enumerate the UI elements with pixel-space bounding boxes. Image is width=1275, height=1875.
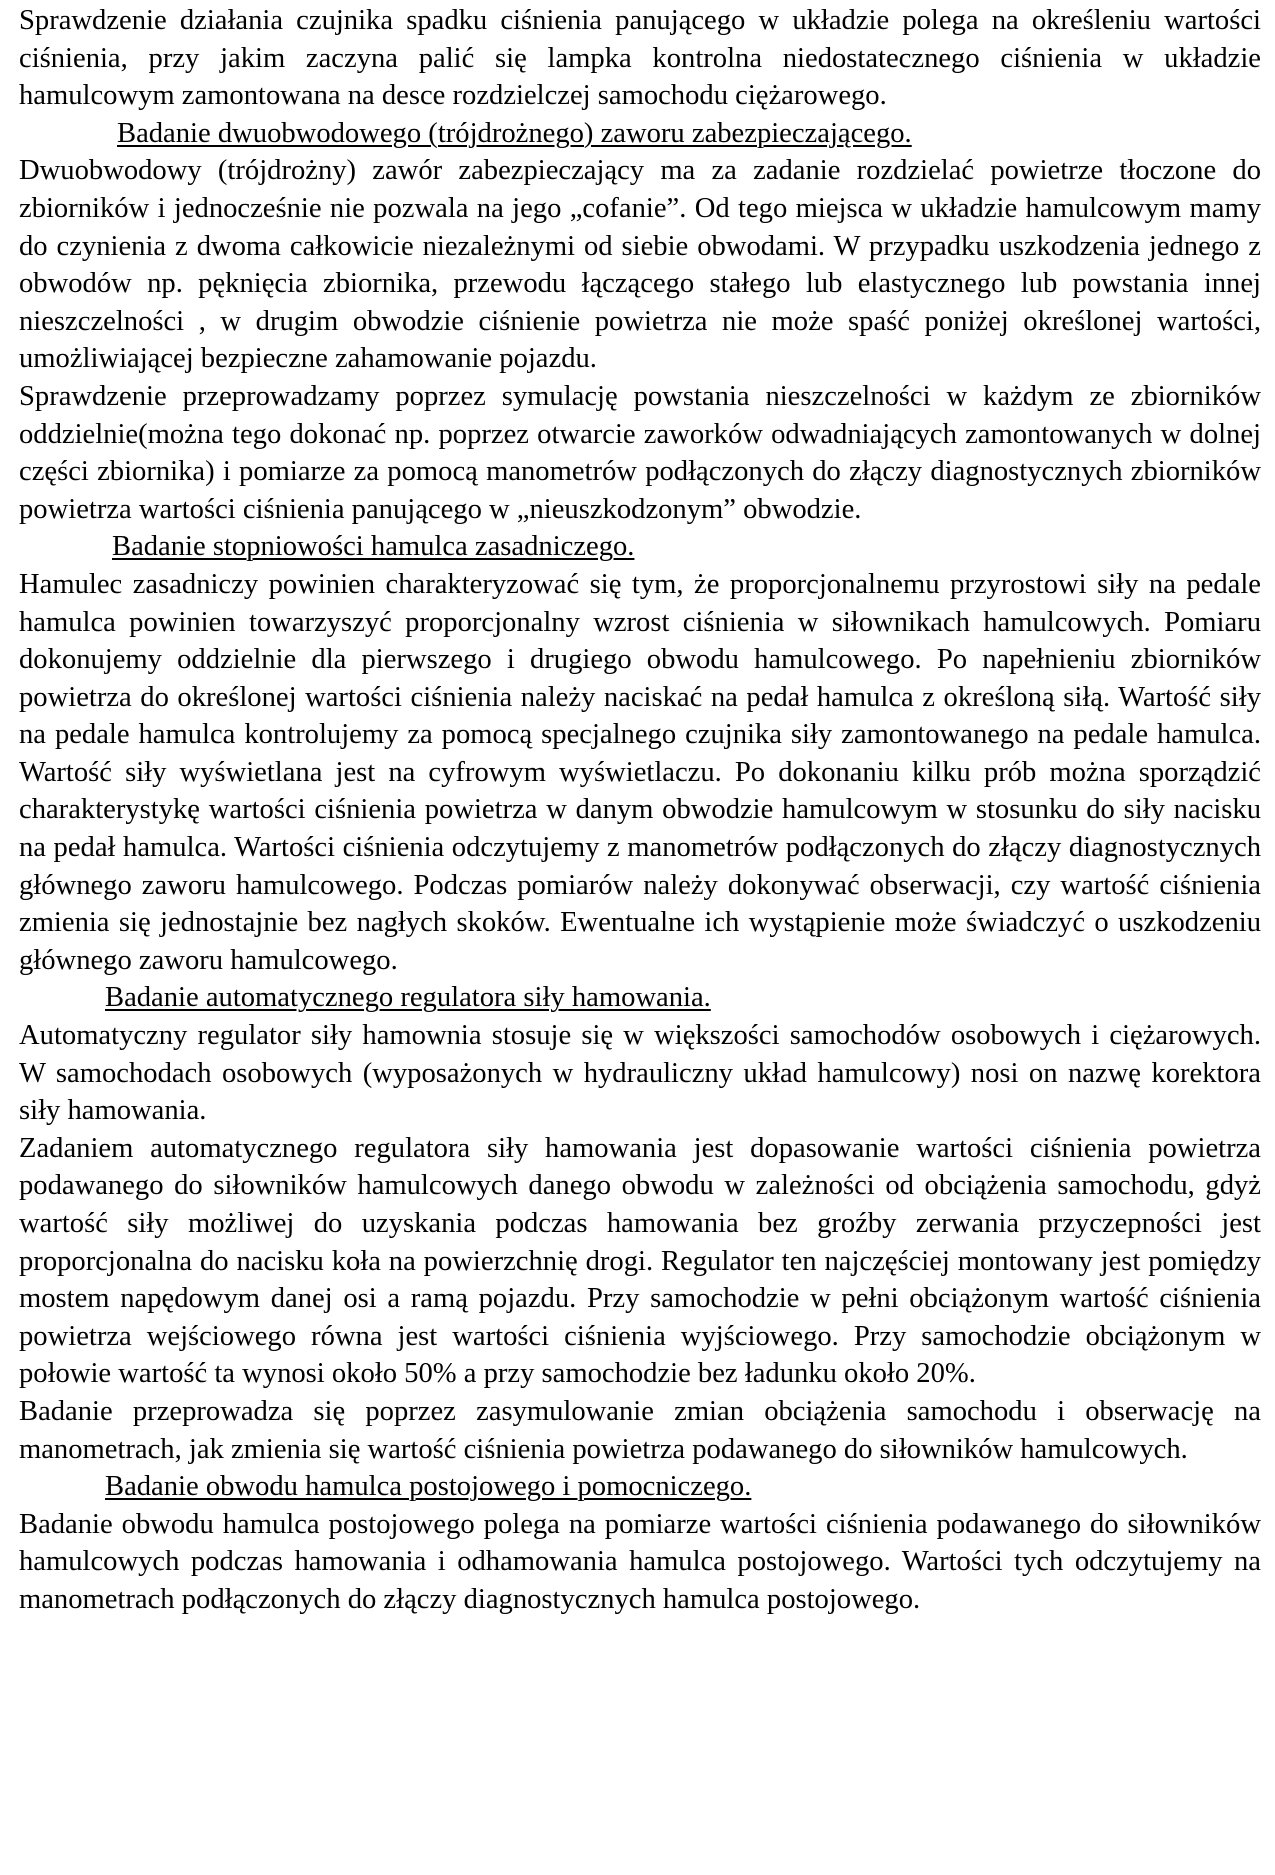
intro-paragraph: Sprawdzenie działania czujnika spadku ciśnienia panującego w układzie polega na określeniu wartości ciśnienia, przy jakim zaczyna palić się lampka kontrolna niedostatecznego ciśnienia w układzie hamulcowym zamontowana na desce rozdzielczej samochodu ciężarowego. [19,5,1261,112]
section-heading-gradation: Badanie stopniowości hamulca zasadniczego. [112,531,635,563]
paragraph-gradation: Hamulec zasadniczy powinien charakteryzować się tym, że proporcjonalnemu przyrostowi siły na pedale hamulca powinien towarzyszyć proporcjonalny wzrost ciśnienia w siłownikach hamulcowych. Pomiaru dokonujemy oddzielnie dla pierwszego i drugiego obwodu hamulcowego. Po napełnieniu zbiorników powietrza do określonej wartości ciśnienia należy naciskać na pedał hamulca z określoną siłą. Wartość siły na pedale hamulca kontrolujemy za pomocą specjalnego czujnika siły zamontowanego na pedale hamulca. Wartość siły wyświetlana jest na cyfrowym wyświetlaczu. Po dokonaniu kilku prób można sporządzić charakterystykę wartości ciśnienia powietrza w danym obwodzie hamulcowym w stosunku do siły nacisku na pedał hamulca. Wartości ciśnienia odczytujemy z manometrów podłączonych do złączy diagnostycznych głównego zaworu hamulcowego. Podczas pomiarów należy dokonywać obserwacji, czy wartość ciśnienia zmienia się jednostajnie bez nagłych skoków. Ewentualne ich wystąpienie może świadczyć o uszkodzeniu głównego zaworu hamulcowego. [19,568,1261,976]
paragraph-regulator-intro: Automatyczny regulator siły hamownia stosuje się w większości samochodów osobowych i ciężarowych. W samochodach osobowych (wyposażonych w hydrauliczny układ hamulcowy) nosi on nazwę korektora siły hamowania. [19,1020,1261,1127]
section-heading-valve: Badanie dwuobwodowego (trójdrożnego) zaworu zabezpieczającego. [117,117,912,149]
paragraph-valve-test: Sprawdzenie przeprowadzamy poprzez symulację powstania nieszczelności w każdym ze zbiorników oddzielnie(można tego dokonać np. poprzez otwarcie zaworków odwadniających zamontowanych w dolnej części zbiornika) i pomiarze za pomocą manometrów podłączonych do złączy diagnostycznych zbiorników powietrza wartości ciśnienia panującego w „nieuszkodzonym” obwodzie. [19,380,1261,525]
section-heading-regulator: Badanie automatycznego regulatora siły hamowania. [105,982,711,1014]
paragraph-parking-brake: Badanie obwodu hamulca postojowego polega na pomiarze wartości ciśnienia podawanego do siłowników hamulcowych podczas hamowania i odhamowania hamulca postojowego. Wartości tych odczytujemy na manometrach podłączonych do złączy diagnostycznych hamulca postojowego. [19,1508,1261,1615]
paragraph-regulator-purpose: Zadaniem automatycznego regulatora siły hamowania jest dopasowanie wartości ciśnienia powietrza podawanego do siłowników hamulcowych danego obwodu w zależności od obciążenia samochodu, gdyż wartość siły możliwej do uzyskania podczas hamowania bez groźby zerwania przyczepności jest proporcjonalna do nacisku koła na powierzchnię drogi. Regulator ten najczęściej montowany jest pomiędzy mostem napędowym danej osi a ramą pojazdu. Przy samochodzie w pełni obciążonym wartość ciśnienia powietrza wejściowego równa jest wartości ciśnienia wyjściowego. Przy samochodzie obciążonym w połowie wartość ta wynosi około 50% a przy samochodzie bez ładunku około 20%. [19,1132,1261,1390]
paragraph-valve-description: Dwuobwodowy (trójdrożny) zawór zabezpieczający ma za zadanie rozdzielać powietrze tłoczone do zbiorników i jednocześnie nie pozwala na jego „cofanie”. Od tego miejsca w układzie hamulcowym mamy do czynienia z dwoma całkowicie niezależnymi od siebie obwodami. W przypadku uszkodzenia jednego z obwodów np. pęknięcia zbiornika, przewodu łączącego stałego lub elastycznego lub powstania innej nieszczelności , w drugim obwodzie ciśnienie powietrza nie może spaść poniżej określonej wartości, umożliwiającej bezpieczne zahamowanie pojazdu. [19,155,1261,375]
paragraph-regulator-test: Badanie przeprowadza się poprzez zasymulowanie zmian obciążenia samochodu i obserwację na manometrach, jak zmienia się wartość ciśnienia powietrza podawanego do siłowników hamulcowych. [19,1395,1261,1465]
document-page [19,2,1261,1619]
section-heading-parking-brake: Badanie obwodu hamulca postojowego i pomocniczego. [105,1471,752,1503]
